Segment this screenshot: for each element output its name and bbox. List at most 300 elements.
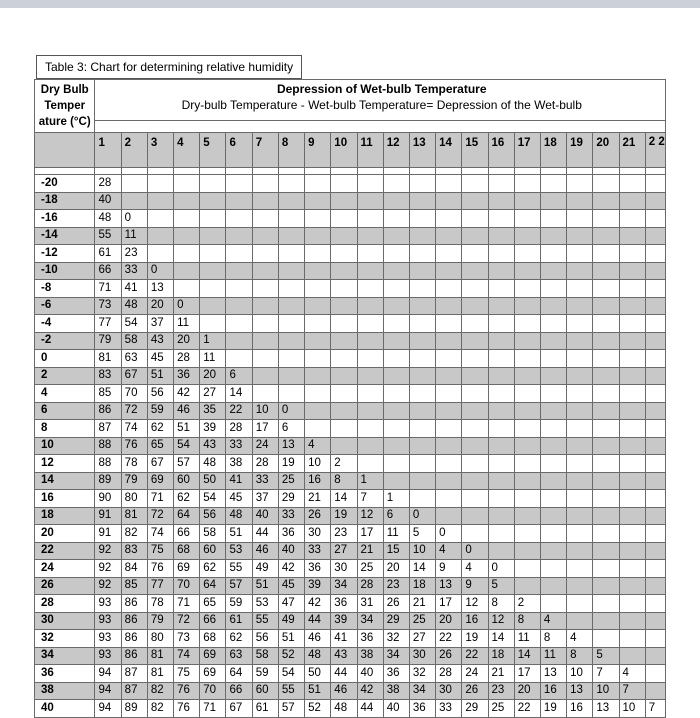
humidity-cell bbox=[174, 210, 200, 228]
humidity-cell bbox=[488, 367, 514, 385]
humidity-cell: 33 bbox=[278, 507, 304, 525]
humidity-cell bbox=[645, 682, 665, 700]
humidity-cell: 11 bbox=[174, 315, 200, 333]
humidity-cell: 60 bbox=[174, 472, 200, 490]
humidity-cell bbox=[383, 350, 409, 368]
humidity-cell bbox=[514, 560, 540, 578]
humidity-cell bbox=[593, 560, 619, 578]
humidity-cell bbox=[593, 192, 619, 210]
humidity-cell bbox=[619, 192, 645, 210]
humidity-cell: 50 bbox=[200, 472, 226, 490]
humidity-cell: 21 bbox=[305, 490, 331, 508]
humidity-cell: 51 bbox=[147, 367, 173, 385]
humidity-cell: 16 bbox=[567, 700, 593, 718]
humidity-cell: 87 bbox=[121, 682, 147, 700]
humidity-cell bbox=[200, 227, 226, 245]
humidity-cell: 44 bbox=[331, 665, 357, 683]
humidity-cell bbox=[383, 455, 409, 473]
dry-bulb-temp: 24 bbox=[35, 560, 95, 578]
top-bar bbox=[0, 0, 700, 8]
humidity-cell bbox=[567, 490, 593, 508]
humidity-cell bbox=[645, 455, 665, 473]
humidity-cell bbox=[593, 472, 619, 490]
humidity-cell: 54 bbox=[174, 437, 200, 455]
humidity-cell bbox=[383, 297, 409, 315]
table-row bbox=[35, 612, 666, 630]
humidity-cell bbox=[488, 315, 514, 333]
table-row bbox=[35, 175, 666, 193]
humidity-cell: 57 bbox=[226, 577, 252, 595]
humidity-cell: 30 bbox=[305, 525, 331, 543]
spacer-cell bbox=[305, 168, 331, 175]
humidity-cell: 62 bbox=[226, 630, 252, 648]
depression-column-17: 17 bbox=[514, 133, 540, 168]
humidity-cell: 13 bbox=[436, 577, 462, 595]
humidity-cell bbox=[514, 332, 540, 350]
humidity-cell: 33 bbox=[305, 542, 331, 560]
humidity-cell bbox=[305, 175, 331, 193]
humidity-cell: 0 bbox=[147, 262, 173, 280]
dry-bulb-temp: 6 bbox=[35, 402, 95, 420]
humidity-cell bbox=[540, 402, 566, 420]
humidity-cell bbox=[462, 385, 488, 403]
depression-column-9: 9 bbox=[305, 133, 331, 168]
humidity-cell bbox=[226, 192, 252, 210]
humidity-cell bbox=[645, 350, 665, 368]
humidity-cell bbox=[226, 245, 252, 263]
humidity-cell: 56 bbox=[252, 630, 278, 648]
humidity-cell bbox=[357, 385, 383, 403]
humidity-cell bbox=[462, 245, 488, 263]
dry-bulb-temp: 8 bbox=[35, 420, 95, 438]
dry-bulb-temp: 10 bbox=[35, 437, 95, 455]
humidity-cell: 81 bbox=[95, 350, 121, 368]
humidity-cell: 93 bbox=[95, 612, 121, 630]
humidity-cell: 33 bbox=[436, 700, 462, 718]
spacer-cell bbox=[619, 168, 645, 175]
dry-bulb-temp: -2 bbox=[35, 332, 95, 350]
depression-column-1: 1 bbox=[95, 133, 121, 168]
humidity-cell bbox=[436, 262, 462, 280]
humidity-cell: 30 bbox=[331, 560, 357, 578]
humidity-cell bbox=[619, 245, 645, 263]
humidity-cell: 59 bbox=[226, 595, 252, 613]
humidity-cell bbox=[252, 367, 278, 385]
humidity-cell: 18 bbox=[488, 647, 514, 665]
humidity-cell bbox=[436, 385, 462, 403]
humidity-cell: 69 bbox=[174, 560, 200, 578]
humidity-cell bbox=[462, 227, 488, 245]
humidity-cell bbox=[436, 402, 462, 420]
humidity-cell bbox=[593, 525, 619, 543]
humidity-cell bbox=[357, 332, 383, 350]
humidity-cell: 39 bbox=[200, 420, 226, 438]
humidity-cell bbox=[593, 577, 619, 595]
humidity-cell bbox=[462, 262, 488, 280]
humidity-cell: 26 bbox=[383, 595, 409, 613]
humidity-cell bbox=[540, 577, 566, 595]
humidity-cell: 20 bbox=[200, 367, 226, 385]
humidity-cell: 0 bbox=[121, 210, 147, 228]
humidity-cell: 74 bbox=[121, 420, 147, 438]
spacer-cell bbox=[540, 168, 566, 175]
humidity-cell: 43 bbox=[331, 647, 357, 665]
humidity-cell bbox=[121, 175, 147, 193]
humidity-cell bbox=[514, 490, 540, 508]
dry-bulb-temp: 40 bbox=[35, 700, 95, 718]
humidity-cell bbox=[409, 332, 435, 350]
humidity-cell: 26 bbox=[436, 647, 462, 665]
humidity-cell: 18 bbox=[409, 577, 435, 595]
humidity-cell bbox=[645, 385, 665, 403]
humidity-cell bbox=[619, 315, 645, 333]
humidity-cell: 31 bbox=[357, 595, 383, 613]
humidity-cell bbox=[305, 297, 331, 315]
humidity-cell bbox=[200, 192, 226, 210]
humidity-cell: 91 bbox=[95, 525, 121, 543]
humidity-cell: 7 bbox=[645, 700, 665, 718]
humidity-cell: 72 bbox=[121, 402, 147, 420]
humidity-cell bbox=[383, 332, 409, 350]
humidity-cell bbox=[645, 367, 665, 385]
humidity-cell bbox=[645, 560, 665, 578]
dry-bulb-temp: -16 bbox=[35, 210, 95, 228]
humidity-cell: 0 bbox=[462, 542, 488, 560]
table-row bbox=[35, 437, 666, 455]
table-row bbox=[35, 700, 666, 718]
humidity-cell bbox=[174, 245, 200, 263]
humidity-cell bbox=[593, 297, 619, 315]
humidity-cell: 20 bbox=[174, 332, 200, 350]
humidity-cell: 22 bbox=[514, 700, 540, 718]
dry-bulb-temp: 38 bbox=[35, 682, 95, 700]
humidity-cell bbox=[619, 175, 645, 193]
humidity-cell bbox=[593, 262, 619, 280]
humidity-cell: 12 bbox=[462, 595, 488, 613]
humidity-cell: 42 bbox=[305, 595, 331, 613]
humidity-cell: 1 bbox=[357, 472, 383, 490]
humidity-cell: 94 bbox=[95, 700, 121, 718]
humidity-cell bbox=[409, 455, 435, 473]
spacer-cell bbox=[174, 168, 200, 175]
dry-bulb-temp: 4 bbox=[35, 385, 95, 403]
humidity-cell bbox=[514, 297, 540, 315]
table-row bbox=[35, 525, 666, 543]
spacer-cell bbox=[462, 168, 488, 175]
humidity-cell: 6 bbox=[278, 420, 304, 438]
humidity-cell bbox=[514, 262, 540, 280]
humidity-cell bbox=[514, 367, 540, 385]
humidity-cell: 30 bbox=[436, 682, 462, 700]
humidity-cell bbox=[200, 315, 226, 333]
humidity-cell: 8 bbox=[540, 630, 566, 648]
humidity-cell: 40 bbox=[383, 700, 409, 718]
humidity-cell bbox=[567, 262, 593, 280]
humidity-cell: 51 bbox=[305, 682, 331, 700]
humidity-cell bbox=[488, 210, 514, 228]
humidity-cell: 69 bbox=[147, 472, 173, 490]
humidity-cell bbox=[540, 420, 566, 438]
humidity-cell: 34 bbox=[357, 612, 383, 630]
humidity-cell: 11 bbox=[200, 350, 226, 368]
humidity-cell bbox=[567, 385, 593, 403]
humidity-cell: 41 bbox=[331, 630, 357, 648]
humidity-cell bbox=[226, 332, 252, 350]
humidity-cell bbox=[619, 350, 645, 368]
depression-column-20: 20 bbox=[593, 133, 619, 168]
humidity-cell bbox=[174, 192, 200, 210]
humidity-cell bbox=[357, 455, 383, 473]
humidity-cell: 55 bbox=[252, 612, 278, 630]
humidity-cell bbox=[252, 332, 278, 350]
humidity-cell: 8 bbox=[514, 612, 540, 630]
humidity-cell: 53 bbox=[226, 542, 252, 560]
dry-bulb-temp: 28 bbox=[35, 595, 95, 613]
humidity-cell bbox=[619, 472, 645, 490]
humidity-cell: 82 bbox=[121, 525, 147, 543]
humidity-cell bbox=[409, 490, 435, 508]
humidity-cell bbox=[357, 437, 383, 455]
humidity-cell bbox=[593, 455, 619, 473]
humidity-cell bbox=[121, 192, 147, 210]
humidity-cell: 89 bbox=[95, 472, 121, 490]
humidity-cell: 73 bbox=[174, 630, 200, 648]
humidity-cell: 40 bbox=[252, 507, 278, 525]
humidity-cell: 64 bbox=[174, 507, 200, 525]
table-row bbox=[35, 630, 666, 648]
humidity-cell bbox=[436, 455, 462, 473]
humidity-cell bbox=[462, 472, 488, 490]
humidity-cell bbox=[383, 175, 409, 193]
table-row bbox=[35, 297, 666, 315]
humidity-cell: 58 bbox=[200, 525, 226, 543]
humidity-cell bbox=[645, 595, 665, 613]
humidity-cell: 38 bbox=[383, 682, 409, 700]
depression-column-15: 15 bbox=[462, 133, 488, 168]
humidity-cell bbox=[436, 175, 462, 193]
humidity-cell: 93 bbox=[95, 647, 121, 665]
humidity-cell bbox=[488, 227, 514, 245]
humidity-cell: 11 bbox=[121, 227, 147, 245]
spacer-cell bbox=[436, 168, 462, 175]
humidity-cell bbox=[540, 367, 566, 385]
humidity-cell bbox=[226, 350, 252, 368]
humidity-cell: 55 bbox=[226, 560, 252, 578]
humidity-cell: 9 bbox=[436, 560, 462, 578]
humidity-cell bbox=[540, 210, 566, 228]
humidity-cell bbox=[619, 455, 645, 473]
humidity-cell bbox=[383, 402, 409, 420]
humidity-cell: 10 bbox=[619, 700, 645, 718]
spacer-cell bbox=[593, 168, 619, 175]
humidity-cell bbox=[436, 332, 462, 350]
humidity-cell bbox=[514, 227, 540, 245]
humidity-cell bbox=[252, 262, 278, 280]
depression-column-21: 21 bbox=[619, 133, 645, 168]
table-row bbox=[35, 367, 666, 385]
humidity-cell bbox=[409, 262, 435, 280]
humidity-cell bbox=[462, 315, 488, 333]
humidity-cell bbox=[540, 560, 566, 578]
humidity-cell: 11 bbox=[383, 525, 409, 543]
humidity-cell bbox=[619, 280, 645, 298]
humidity-cell bbox=[462, 192, 488, 210]
humidity-cell bbox=[357, 350, 383, 368]
humidity-cell: 48 bbox=[226, 507, 252, 525]
humidity-cell bbox=[567, 210, 593, 228]
humidity-cell: 14 bbox=[331, 490, 357, 508]
humidity-cell: 57 bbox=[278, 700, 304, 718]
humidity-cell: 94 bbox=[95, 665, 121, 683]
humidity-cell bbox=[619, 630, 645, 648]
humidity-cell: 24 bbox=[252, 437, 278, 455]
humidity-cell bbox=[436, 210, 462, 228]
humidity-cell bbox=[462, 525, 488, 543]
humidity-cell: 17 bbox=[252, 420, 278, 438]
humidity-cell bbox=[331, 437, 357, 455]
humidity-cell: 42 bbox=[357, 682, 383, 700]
humidity-cell bbox=[567, 350, 593, 368]
humidity-cell: 53 bbox=[252, 595, 278, 613]
humidity-cell bbox=[357, 402, 383, 420]
humidity-cell bbox=[200, 175, 226, 193]
humidity-cell: 13 bbox=[147, 280, 173, 298]
humidity-cell bbox=[514, 402, 540, 420]
humidity-cell bbox=[645, 507, 665, 525]
humidity-cell bbox=[645, 262, 665, 280]
humidity-cell bbox=[567, 402, 593, 420]
humidity-cell bbox=[436, 472, 462, 490]
humidity-cell bbox=[409, 297, 435, 315]
humidity-cell bbox=[619, 227, 645, 245]
humidity-cell: 8 bbox=[567, 647, 593, 665]
humidity-cell: 74 bbox=[147, 525, 173, 543]
humidity-cell bbox=[645, 402, 665, 420]
humidity-cell: 22 bbox=[226, 402, 252, 420]
humidity-cell bbox=[488, 297, 514, 315]
humidity-cell bbox=[252, 385, 278, 403]
humidity-cell: 23 bbox=[488, 682, 514, 700]
humidity-cell: 64 bbox=[226, 665, 252, 683]
humidity-cell bbox=[619, 367, 645, 385]
table-row bbox=[35, 210, 666, 228]
dry-bulb-temp: 20 bbox=[35, 525, 95, 543]
humidity-cell: 51 bbox=[252, 577, 278, 595]
humidity-cell bbox=[200, 297, 226, 315]
humidity-cell: 7 bbox=[357, 490, 383, 508]
humidity-cell bbox=[567, 507, 593, 525]
humidity-cell bbox=[200, 262, 226, 280]
humidity-cell bbox=[436, 437, 462, 455]
humidity-cell: 87 bbox=[95, 420, 121, 438]
humidity-cell: 42 bbox=[174, 385, 200, 403]
humidity-cell: 14 bbox=[409, 560, 435, 578]
humidity-cell: 20 bbox=[383, 560, 409, 578]
depression-column-16: 16 bbox=[488, 133, 514, 168]
humidity-cell: 17 bbox=[357, 525, 383, 543]
spacer-cell bbox=[226, 168, 252, 175]
humidity-cell bbox=[357, 245, 383, 263]
humidity-cell: 65 bbox=[147, 437, 173, 455]
humidity-cell: 6 bbox=[383, 507, 409, 525]
spacer-cell bbox=[147, 168, 173, 175]
humidity-cell bbox=[436, 227, 462, 245]
humidity-cell: 40 bbox=[278, 542, 304, 560]
humidity-cell bbox=[357, 175, 383, 193]
humidity-cell: 34 bbox=[383, 647, 409, 665]
humidity-cell: 5 bbox=[593, 647, 619, 665]
depression-title: Depression of Wet-bulb Temperature bbox=[276, 82, 487, 96]
humidity-cell: 81 bbox=[121, 507, 147, 525]
humidity-cell bbox=[331, 402, 357, 420]
humidity-cell bbox=[645, 297, 665, 315]
humidity-cell: 0 bbox=[278, 402, 304, 420]
humidity-cell: 30 bbox=[409, 647, 435, 665]
humidity-cell bbox=[331, 175, 357, 193]
humidity-cell bbox=[252, 280, 278, 298]
humidity-cell: 63 bbox=[226, 647, 252, 665]
humidity-cell: 8 bbox=[488, 595, 514, 613]
humidity-cell bbox=[357, 210, 383, 228]
humidity-cell: 14 bbox=[226, 385, 252, 403]
humidity-cell bbox=[357, 297, 383, 315]
humidity-cell: 72 bbox=[174, 612, 200, 630]
humidity-cell bbox=[645, 577, 665, 595]
humidity-cell: 4 bbox=[567, 630, 593, 648]
humidity-cell bbox=[514, 175, 540, 193]
humidity-cell bbox=[305, 332, 331, 350]
dry-bulb-temp: 32 bbox=[35, 630, 95, 648]
humidity-cell: 42 bbox=[278, 560, 304, 578]
humidity-cell bbox=[436, 420, 462, 438]
table-row bbox=[35, 507, 666, 525]
humidity-cell: 12 bbox=[357, 507, 383, 525]
humidity-cell bbox=[514, 437, 540, 455]
humidity-cell bbox=[514, 455, 540, 473]
table-row bbox=[35, 560, 666, 578]
humidity-cell: 20 bbox=[514, 682, 540, 700]
humidity-cell bbox=[567, 525, 593, 543]
humidity-cell: 22 bbox=[462, 647, 488, 665]
humidity-cell bbox=[357, 280, 383, 298]
humidity-cell bbox=[226, 210, 252, 228]
humidity-cell bbox=[331, 192, 357, 210]
humidity-cell bbox=[567, 595, 593, 613]
humidity-cell bbox=[305, 262, 331, 280]
humidity-cell: 60 bbox=[252, 682, 278, 700]
humidity-cell: 10 bbox=[409, 542, 435, 560]
humidity-cell: 43 bbox=[200, 437, 226, 455]
humidity-cell bbox=[147, 175, 173, 193]
humidity-cell bbox=[540, 227, 566, 245]
humidity-cell: 48 bbox=[200, 455, 226, 473]
humidity-cell: 36 bbox=[305, 560, 331, 578]
humidity-cell bbox=[174, 227, 200, 245]
humidity-cell bbox=[514, 525, 540, 543]
humidity-cell: 63 bbox=[121, 350, 147, 368]
humidity-cell: 19 bbox=[278, 455, 304, 473]
spacer-cell bbox=[645, 168, 665, 175]
dry-bulb-temp: 18 bbox=[35, 507, 95, 525]
humidity-cell bbox=[462, 402, 488, 420]
humidity-cell: 45 bbox=[278, 577, 304, 595]
humidity-cell: 11 bbox=[540, 647, 566, 665]
humidity-cell bbox=[567, 192, 593, 210]
humidity-cell: 49 bbox=[252, 560, 278, 578]
humidity-cell bbox=[619, 437, 645, 455]
humidity-cell bbox=[331, 245, 357, 263]
humidity-cell: 26 bbox=[462, 682, 488, 700]
